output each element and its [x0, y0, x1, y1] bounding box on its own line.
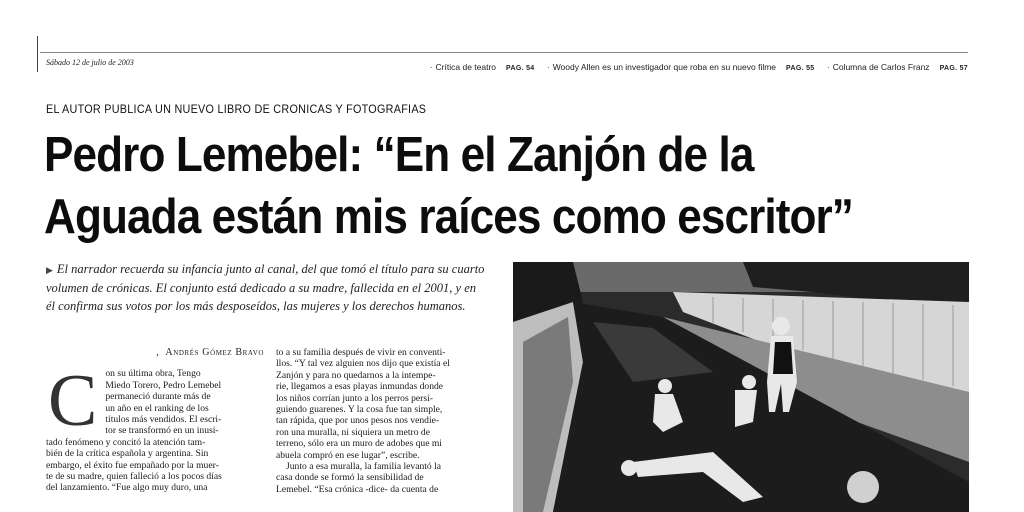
body-line: bién de la crítica española y argentina. Sin [46, 448, 209, 460]
bullet-icon: · [546, 62, 550, 72]
page-ref-label: Columna de Carlos Franz [832, 62, 930, 72]
arrow-icon: ▶ [46, 265, 53, 275]
body-line: on su última obra, Tengo [105, 368, 201, 380]
body-line: abuela compró en ese lugar”, escribe. [276, 449, 420, 461]
deck-text: El narrador recuerda su infancia junto al canal, del que tomó el título para su cuarto volumen de crónicas. El conjunto está dedicado a su madre, fallecida en el 2001, y en él confirma sus votos por los más desposeídos, las mujeres y los derechos humanos. [46, 262, 485, 313]
page-ref[interactable] [827, 62, 968, 72]
drop-cap: C [48, 360, 98, 443]
byline-name: Andrés Gómez Bravo [165, 347, 264, 358]
body-line: llos. “Y tal vez alguien nos dijo que existía el [276, 358, 450, 370]
body-line: rie, llegamos a esas playas inmundas donde [276, 381, 444, 393]
header-rule-vertical [37, 36, 38, 72]
body-line: terreno, sólo era un muro de adobes que mi [276, 438, 442, 450]
body-line: casa donde se formó la sensibilidad de [276, 472, 424, 484]
body-line: to a su familia después de vivir en conventi- [276, 347, 446, 358]
bullet-icon: · [826, 62, 830, 72]
body-line: títulos más vendidos. El escri- [105, 414, 222, 426]
page-ref-number: PAG. 55 [786, 65, 815, 72]
article-deck [46, 260, 486, 315]
bullet-icon: , [156, 347, 160, 358]
page-ref[interactable] [547, 62, 815, 72]
date-line: Sábado 12 de julio de 2003 [46, 58, 134, 67]
article-kicker: EL AUTOR PUBLICA UN NUEVO LIBRO DE CRONICAS Y FOTOGRAFIAS [46, 102, 427, 116]
page-ref-number: PAG. 54 [506, 65, 535, 72]
article-photo [513, 262, 969, 512]
body-line: ron una muralla, ni siquiera un metro de [276, 426, 430, 438]
bullet-icon: · [429, 62, 433, 72]
body-line: tor se transformó en un inusi- [105, 425, 219, 437]
body-line: tan rápida, que por unos pesos nos vendie- [276, 415, 440, 427]
body-line: tado fenómeno y concitó la atención tam- [46, 436, 206, 448]
body-line: Junto a esa muralla, la familia levantó la [286, 461, 442, 473]
byline [46, 347, 264, 358]
headline-line: Pedro Lemebel: “En el Zanjón de la [44, 128, 754, 182]
page-ref-label: Woody Allen es un investigador que roba en su nuevo filme [552, 62, 777, 72]
body-line: permaneció durante más de [105, 391, 211, 403]
body-line: un año en el ranking de los [105, 402, 209, 414]
page-references [420, 62, 968, 72]
page-ref-number: PAG. 57 [939, 65, 968, 72]
page-ref[interactable] [430, 62, 535, 72]
lead-paragraph [46, 360, 264, 494]
body-line: del lanzamiento. “Fue algo muy duro, una [46, 482, 208, 494]
article-headline [44, 124, 908, 248]
header-rule [40, 52, 968, 53]
body-line: guiendo guarenes. Y la cosa fue tan simple, [276, 404, 443, 416]
photo-illustration [513, 262, 969, 512]
body-line: te de su madre, quien falleció a los pocos días [46, 471, 222, 483]
headline-line: Aguada están mis raíces como escritor” [44, 190, 853, 244]
body-line: los niños corrían junto a los perros persi- [276, 392, 433, 404]
body-line: Zanjón y para no quedarnos a la intempe- [276, 369, 436, 381]
body-line: embargo, el éxito fue empañado por la muer- [46, 459, 219, 471]
body-column-2 [276, 347, 498, 495]
body-column-1 [46, 347, 264, 494]
body-line: Miedo Torero, Pedro Lemebel [105, 379, 222, 391]
body-line: Lemebel. “Esa crónica -dice- da cuenta de [276, 483, 439, 495]
page-ref-label: Crítica de teatro [435, 62, 497, 72]
